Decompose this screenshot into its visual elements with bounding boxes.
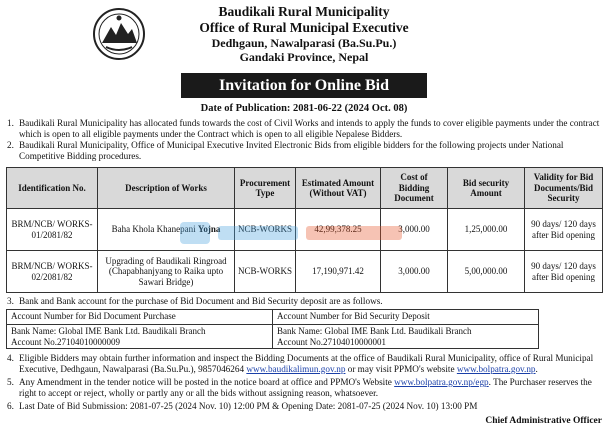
cell-identification: BRM/NCB/ WORKS-02/2081/82 bbox=[7, 251, 98, 293]
office-address: Dedhgaun, Nawalparasi (Ba.Su.Pu.) bbox=[211, 36, 397, 50]
paragraph-5 bbox=[7, 377, 603, 399]
municipality-name: Baudikali Rural Municipality bbox=[218, 4, 390, 19]
paragraph-6 bbox=[7, 401, 603, 412]
notice-title-banner: Invitation for Online Bid bbox=[181, 73, 427, 98]
paragraph-text: Baudikali Rural Municipality, Office of Municipal Executive Invited Electronic Bids from eligible bidders for the following projects under National Competitive Bidding procedures. bbox=[19, 140, 564, 161]
cell-estimated-amount: 42,99,378.25 bbox=[296, 209, 381, 251]
account-number: Account No.27104010000009 bbox=[11, 336, 120, 347]
paragraph-number: 3. bbox=[7, 296, 14, 306]
description-bold-text: Yojna bbox=[197, 224, 221, 235]
table-row bbox=[7, 325, 539, 349]
paragraph-text-part: or may visit PPMO's website bbox=[345, 363, 457, 374]
col-header-procurement-type: Procurement Type bbox=[235, 168, 296, 209]
paragraph-4 bbox=[7, 353, 603, 375]
col-header-validity: Validity for Bid Documents/Bid Security bbox=[525, 168, 603, 209]
cell-identification: BRM/NCB/ WORKS-01/2081/82 bbox=[7, 209, 98, 251]
paragraph-1 bbox=[7, 118, 603, 140]
paragraph-text: Last Date of Bid Submission: 2081-07-25 (2024 Nov. 10) 12:00 PM & Opening Date: 2081-07-25 (2024 Nov. 10) 13:00 PM bbox=[19, 401, 478, 411]
table-row bbox=[7, 310, 539, 325]
table-row bbox=[7, 251, 603, 293]
office-name: Office of Rural Municipal Executive bbox=[199, 20, 409, 35]
col-header-bid-security: Bid security Amount bbox=[448, 168, 525, 209]
paragraph-number: 4. bbox=[7, 353, 14, 363]
cell-security-deposit-header: Account Number for Bid Security Deposit bbox=[273, 310, 539, 325]
col-header-identification: Identification No. bbox=[7, 168, 98, 209]
cell-procurement-type: NCB-WORKS bbox=[235, 251, 296, 293]
paragraph-text-part: Any Amendment in the tender notice will be posted in the notice board at office and PPMO's Website bbox=[19, 377, 395, 387]
cell-doc-purchase-bank bbox=[7, 325, 273, 349]
paragraph-3 bbox=[7, 296, 603, 307]
cell-description bbox=[98, 209, 235, 251]
paragraph-text: Baudikali Rural Municipality has allocated funds towards the cost of Civil Works and intends to apply the funds to cover eligible payments under the contract which is open to all eligible payments under the Contract which is open to all eligible Nepalese Bidders. bbox=[19, 118, 600, 139]
paragraph-text-part: . The Purchaser reserves the right to accept or reject, wholly or partly any or all the bids without assigning reason, whatsoever. bbox=[19, 377, 592, 398]
cell-bid-security: 5,00,000.00 bbox=[448, 251, 525, 293]
paragraph-text-part: . bbox=[535, 363, 538, 374]
cell-validity: 90 days/ 120 days after Bid opening bbox=[525, 251, 603, 293]
col-header-description: Description of Works bbox=[98, 168, 235, 209]
paragraph-number: 2. bbox=[7, 140, 14, 150]
bid-projects-table bbox=[6, 167, 603, 293]
cell-security-deposit-bank bbox=[273, 325, 539, 349]
paragraph-2 bbox=[7, 140, 603, 162]
cell-validity: 90 days/ 120 days after Bid opening bbox=[525, 209, 603, 251]
table-row bbox=[7, 209, 603, 251]
bank-name: Bank Name: Global IME Bank Ltd. Baudikali Branch bbox=[11, 326, 206, 336]
col-header-document-cost: Cost of Bidding Document bbox=[381, 168, 448, 209]
egp-website-link[interactable]: www.bolpatra.gov.np/egp bbox=[394, 377, 489, 387]
paragraph-number: 6. bbox=[7, 401, 14, 411]
cell-description bbox=[98, 251, 235, 293]
signatory-title: Chief Administrative Officer bbox=[485, 416, 602, 426]
cell-estimated-amount: 17,190,971.42 bbox=[296, 251, 381, 293]
col-header-estimated-amount: Estimated Amount (Without VAT) bbox=[296, 168, 381, 209]
cell-procurement-type: NCB-WORKS bbox=[235, 209, 296, 251]
cell-document-cost: 3,000.00 bbox=[381, 209, 448, 251]
bank-name: Bank Name: Global IME Bank Ltd. Baudikali Branch bbox=[277, 326, 472, 336]
ppmo-website-link[interactable]: www.bolpatra.gov.np bbox=[456, 363, 536, 374]
cell-bid-security: 1,25,000.00 bbox=[448, 209, 525, 251]
description-text: Upgrading of Baudikali Ringroad (Chapabhanjyang to Raika upto Sawari Bridge) bbox=[105, 255, 227, 287]
description-text: Baha Khola Khanepani bbox=[111, 224, 198, 235]
paragraph-text bbox=[19, 353, 603, 375]
table-header-row bbox=[7, 168, 603, 209]
bank-accounts-table bbox=[6, 309, 539, 349]
paragraph-number: 5. bbox=[7, 377, 14, 387]
letterhead bbox=[0, 4, 608, 64]
province-name: Gandaki Province, Nepal bbox=[239, 50, 369, 64]
paragraph-text bbox=[19, 377, 603, 399]
paragraph-text: Bank and Bank account for the purchase of Bid Document and Bid Security deposit are as follows. bbox=[19, 296, 383, 306]
cell-doc-purchase-header: Account Number for Bid Document Purchase bbox=[7, 310, 273, 325]
cell-document-cost: 3,000.00 bbox=[381, 251, 448, 293]
municipality-website-link[interactable]: www.baudikalimun.gov.np bbox=[246, 363, 346, 374]
paragraph-number: 1. bbox=[7, 118, 14, 128]
account-number: Account No.27104010000001 bbox=[277, 336, 386, 347]
publication-date: Date of Publication: 2081-06-22 (2024 Oct. 08) bbox=[200, 103, 408, 114]
paragraph-text-part: Eligible Bidders may obtain further information and inspect the Bidding Documents at the office of Baudikali Rural Municipality, office of Rural Municipal Executive, Dedhgaun, Nawalparasi (Ba.Su.Pu.), 9857046264 bbox=[19, 353, 594, 374]
